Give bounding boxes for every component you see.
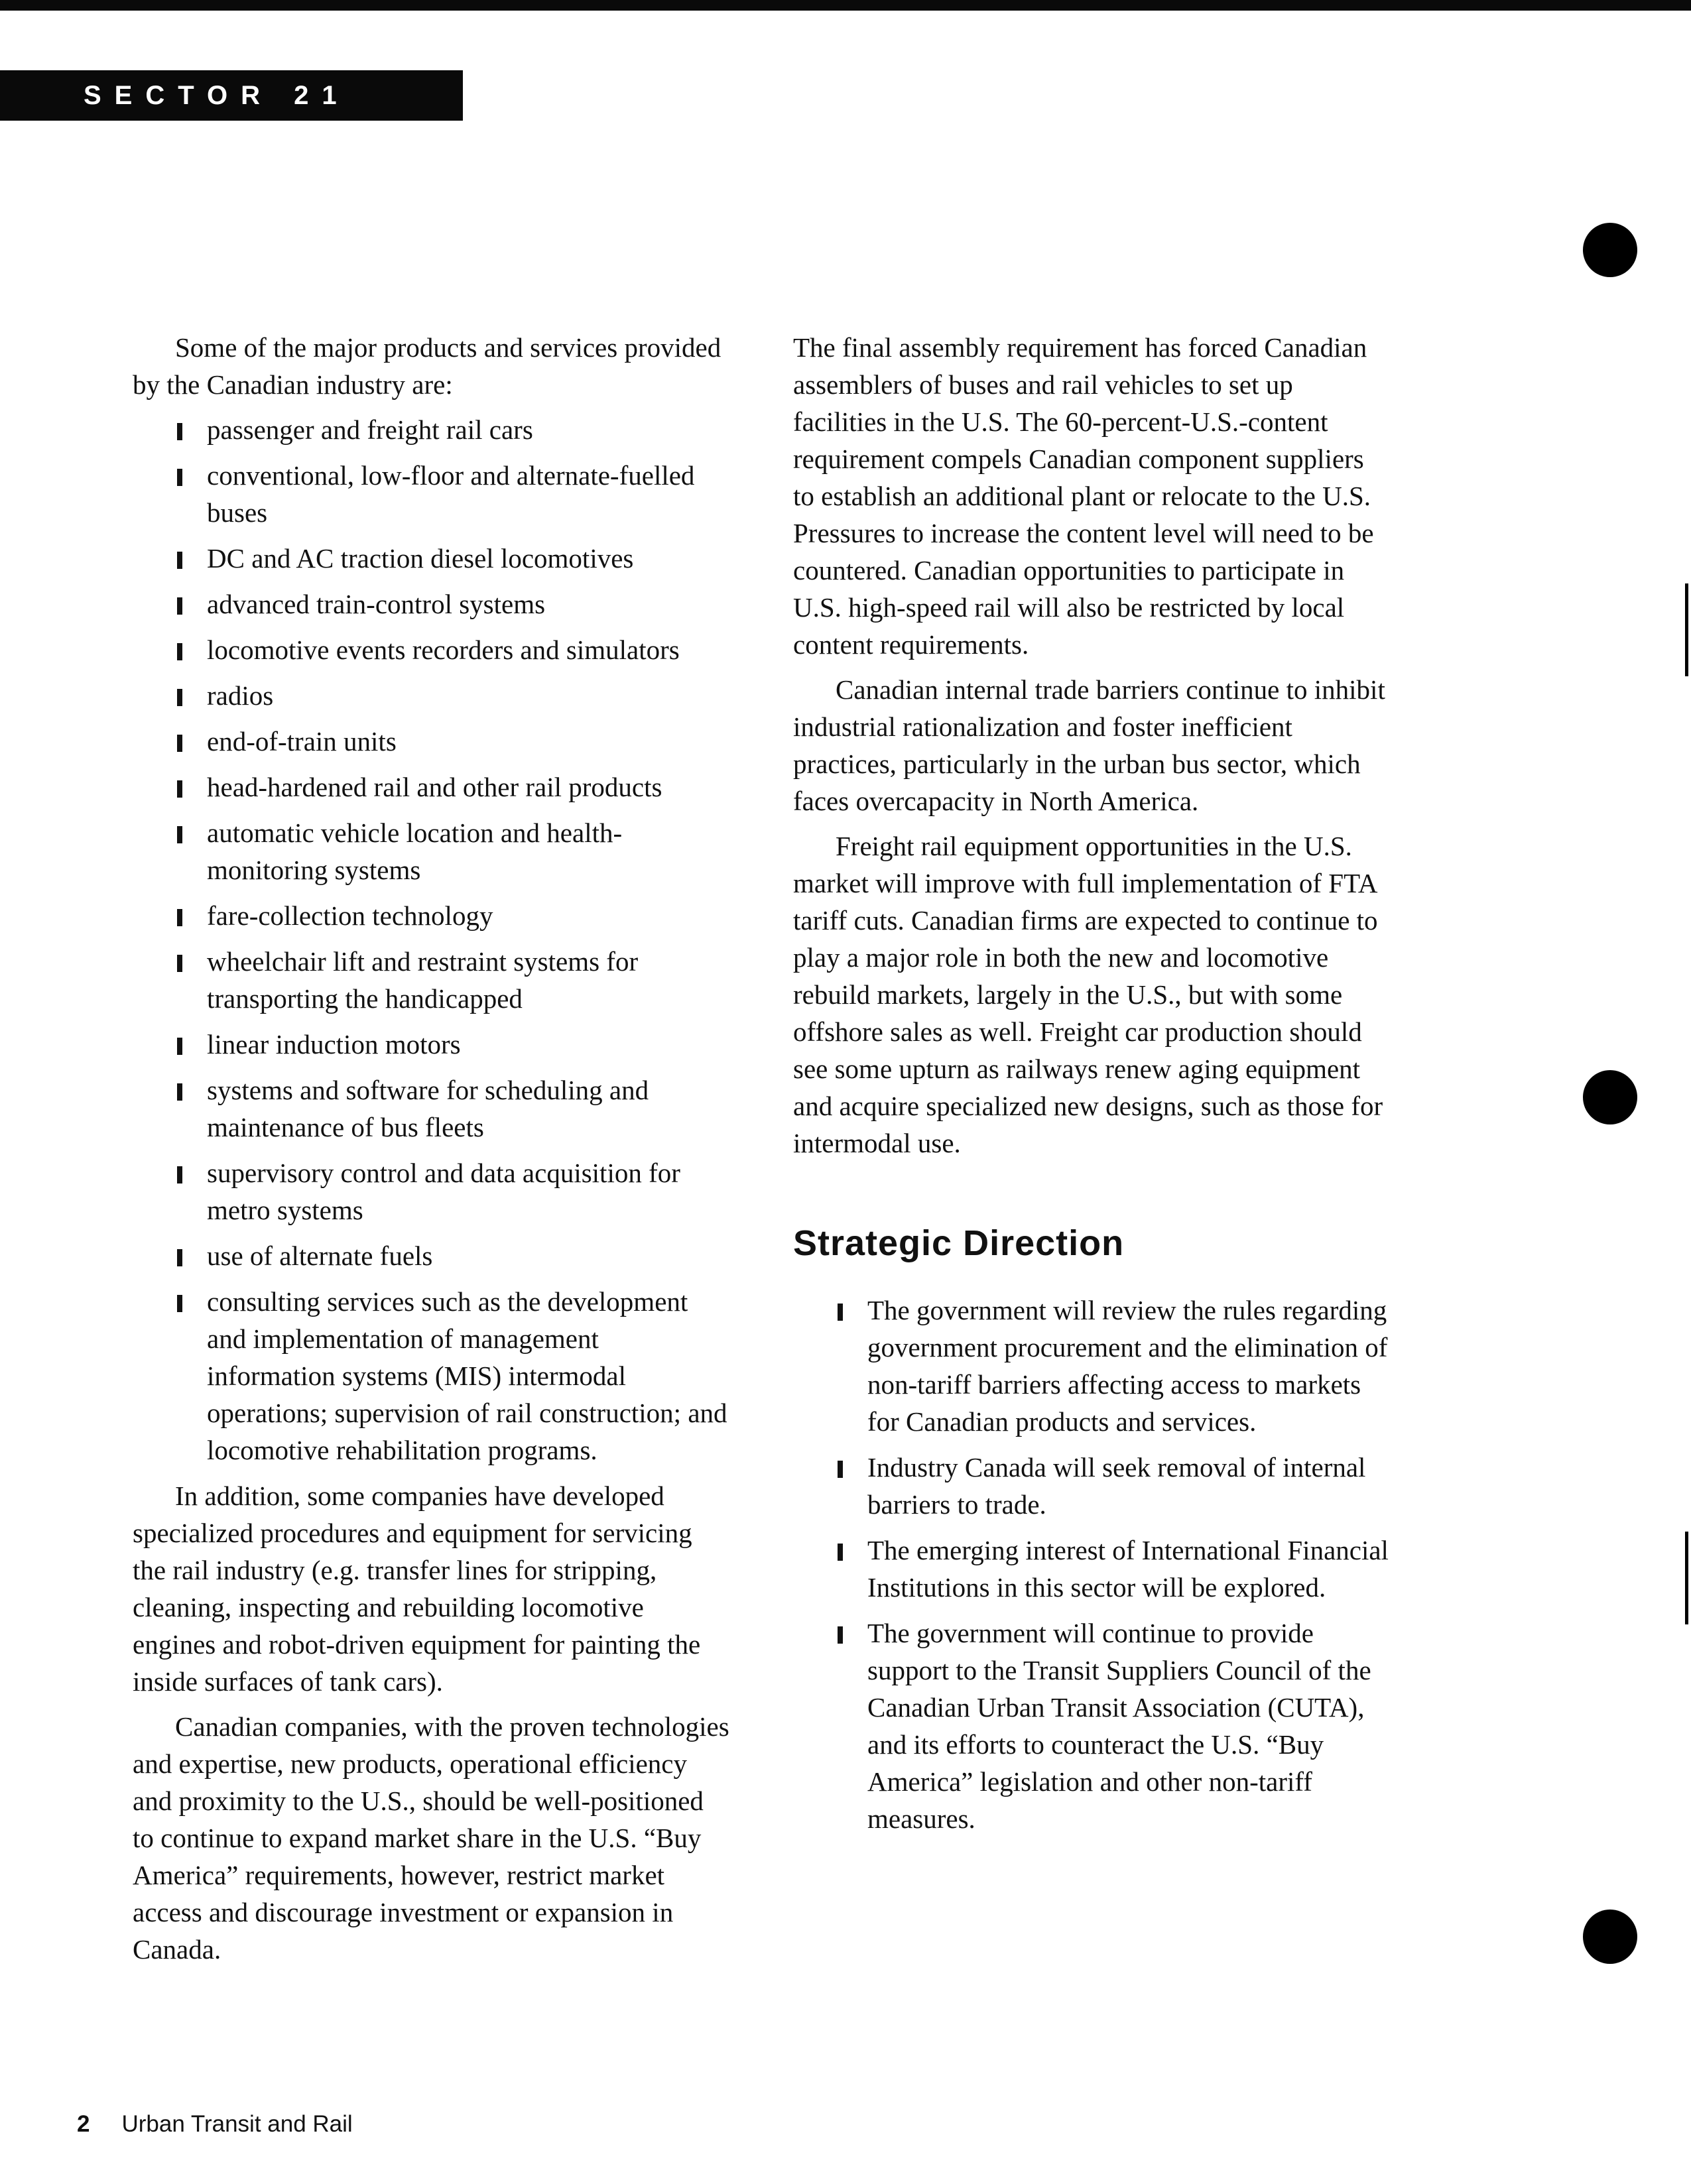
canadian-companies-paragraph: Canadian companies, with the proven technologies and expertise, new products, operational efficiency and proximity to the U.S., should be well-positioned to continue to expand market share in the U.S. “Buy America” requirements, however, restrict market access and discourage investment or expansion in Canada. bbox=[133, 1711, 729, 1965]
scan-edge-mark bbox=[1685, 583, 1688, 676]
list-item-text: advanced train-control systems bbox=[207, 589, 546, 619]
bullet-icon bbox=[838, 1626, 843, 1644]
list-item-text: conventional, low-floor and alternate-fuelled buses bbox=[207, 460, 695, 528]
assembly-paragraph: The final assembly requirement has forced Canadian assemblers of buses and rail vehicles to set up facilities in the U.S. The 60-percent-U.S.-content requirement compels Canadian component suppliers to establish an additional plant or relocate to the U.S. Pressures to increase the content level will need to be countered. Canadian opportunities to participate in U.S. high-speed rail will also be restricted by local content requirements. bbox=[793, 332, 1374, 660]
addition-paragraph: In addition, some companies have developed specialized procedures and equipment for servicing the rail industry (e.g. transfer lines for stripping, cleaning, inspecting and rebuilding locomotive engines and robot-driven equipment for painting the inside surfaces of tank cars). bbox=[133, 1481, 701, 1697]
list-item-text: linear induction motors bbox=[207, 1029, 461, 1060]
list-item bbox=[207, 1154, 729, 1229]
list-item bbox=[207, 943, 729, 1017]
list-item-text: DC and AC traction diesel locomotives bbox=[207, 543, 634, 574]
bullet-icon bbox=[177, 826, 182, 843]
list-item-text: Industry Canada will seek removal of internal barriers to trade. bbox=[867, 1452, 1366, 1520]
section-heading: Strategic Direction bbox=[793, 1223, 1125, 1263]
bullet-icon bbox=[177, 955, 182, 972]
left-column bbox=[133, 329, 729, 1976]
list-item bbox=[207, 897, 729, 934]
list-item bbox=[207, 1283, 729, 1469]
sector-label: SECTOR 21 bbox=[0, 70, 463, 121]
list-item bbox=[207, 585, 729, 623]
list-item bbox=[207, 411, 729, 448]
list-item bbox=[867, 1449, 1390, 1523]
bullet-icon bbox=[177, 1038, 182, 1055]
right-column bbox=[793, 329, 1390, 1846]
list-item-text: automatic vehicle location and health-monitoring systems bbox=[207, 818, 623, 885]
list-item-text: passenger and freight rail cars bbox=[207, 414, 533, 445]
punch-hole bbox=[1583, 223, 1637, 277]
list-item-text: systems and software for scheduling and maintenance of bus fleets bbox=[207, 1075, 649, 1142]
bullet-icon bbox=[177, 909, 182, 926]
list-item-text: head-hardened rail and other rail products bbox=[207, 772, 662, 802]
list-item-text: The government will review the rules regarding government procurement and the elimination of non-tariff barriers affecting access to markets for Canadian products and services. bbox=[867, 1295, 1388, 1437]
list-item-text: The government will continue to provide support to the Transit Suppliers Council of the Canadian Urban Transit Association (CUTA), and its efforts to counteract the U.S. “Buy America” legislation and other non-tariff measures. bbox=[867, 1618, 1371, 1834]
list-item-text: fare-collection technology bbox=[207, 900, 493, 931]
list-item bbox=[207, 723, 729, 760]
footer-title: Urban Transit and Rail bbox=[121, 2111, 353, 2137]
list-item-text: locomotive events recorders and simulators bbox=[207, 635, 680, 665]
list-item bbox=[867, 1292, 1390, 1440]
top-rule bbox=[0, 0, 1691, 11]
bullet-icon bbox=[177, 469, 182, 486]
bullet-icon bbox=[177, 1249, 182, 1266]
bullet-icon bbox=[838, 1304, 843, 1321]
bullet-icon bbox=[177, 1166, 182, 1183]
list-item-text: radios bbox=[207, 680, 274, 711]
list-item-text: use of alternate fuels bbox=[207, 1241, 433, 1271]
page-footer bbox=[77, 2111, 353, 2138]
list-item bbox=[207, 457, 729, 531]
list-item bbox=[207, 677, 729, 714]
bullet-icon bbox=[177, 1295, 182, 1312]
bullet-icon bbox=[177, 423, 182, 440]
list-item bbox=[867, 1532, 1390, 1606]
list-item-text: end-of-train units bbox=[207, 726, 397, 757]
bullet-icon bbox=[177, 689, 182, 706]
list-item bbox=[207, 1071, 729, 1146]
list-item bbox=[207, 814, 729, 888]
list-item-text: wheelchair lift and restraint systems for transporting the handicapped bbox=[207, 946, 639, 1014]
list-item bbox=[207, 1026, 729, 1063]
bullet-icon bbox=[177, 597, 182, 615]
scan-edge-mark bbox=[1685, 1532, 1688, 1624]
bullet-icon bbox=[177, 552, 182, 569]
freight-paragraph: Freight rail equipment opportunities in the U.S. market will improve with full implementation of FTA tariff cuts. Canadian firms are expected to continue to play a major role in both the new and locomotive rebuild markets, largely in the U.S., but with some offshore sales as well. Freight car production should see some upturn as railways renew aging equipment and acquire specialized new designs, such as those for intermodal use. bbox=[793, 831, 1383, 1158]
page-number: 2 bbox=[77, 2111, 90, 2137]
directions-list bbox=[793, 1292, 1390, 1837]
list-item-text: supervisory control and data acquisition for metro systems bbox=[207, 1158, 680, 1225]
list-item bbox=[207, 631, 729, 668]
bullet-icon bbox=[177, 735, 182, 752]
bullet-icon bbox=[838, 1544, 843, 1561]
list-item bbox=[867, 1614, 1390, 1837]
list-item-text: consulting services such as the development and implementation of management information systems (MIS) intermodal operations; supervision of rail construction; and locomotive rehabilitation programs. bbox=[207, 1286, 727, 1465]
list-item-text: The emerging interest of International Financial Institutions in this sector will be explored. bbox=[867, 1535, 1389, 1603]
punch-hole bbox=[1583, 1910, 1637, 1964]
list-item bbox=[207, 768, 729, 806]
intro-paragraph: Some of the major products and services provided by the Canadian industry are: bbox=[133, 332, 721, 400]
bullet-icon bbox=[177, 780, 182, 798]
punch-hole bbox=[1583, 1070, 1637, 1124]
products-list bbox=[133, 411, 729, 1469]
bullet-icon bbox=[177, 1083, 182, 1101]
internal-barriers-paragraph: Canadian internal trade barriers continue to inhibit industrial rationalization and foster inefficient practices, particularly in the urban bus sector, which faces overcapacity in North America. bbox=[793, 674, 1385, 816]
list-item bbox=[207, 1237, 729, 1274]
bullet-icon bbox=[177, 643, 182, 660]
bullet-icon bbox=[838, 1461, 843, 1478]
list-item bbox=[207, 540, 729, 577]
